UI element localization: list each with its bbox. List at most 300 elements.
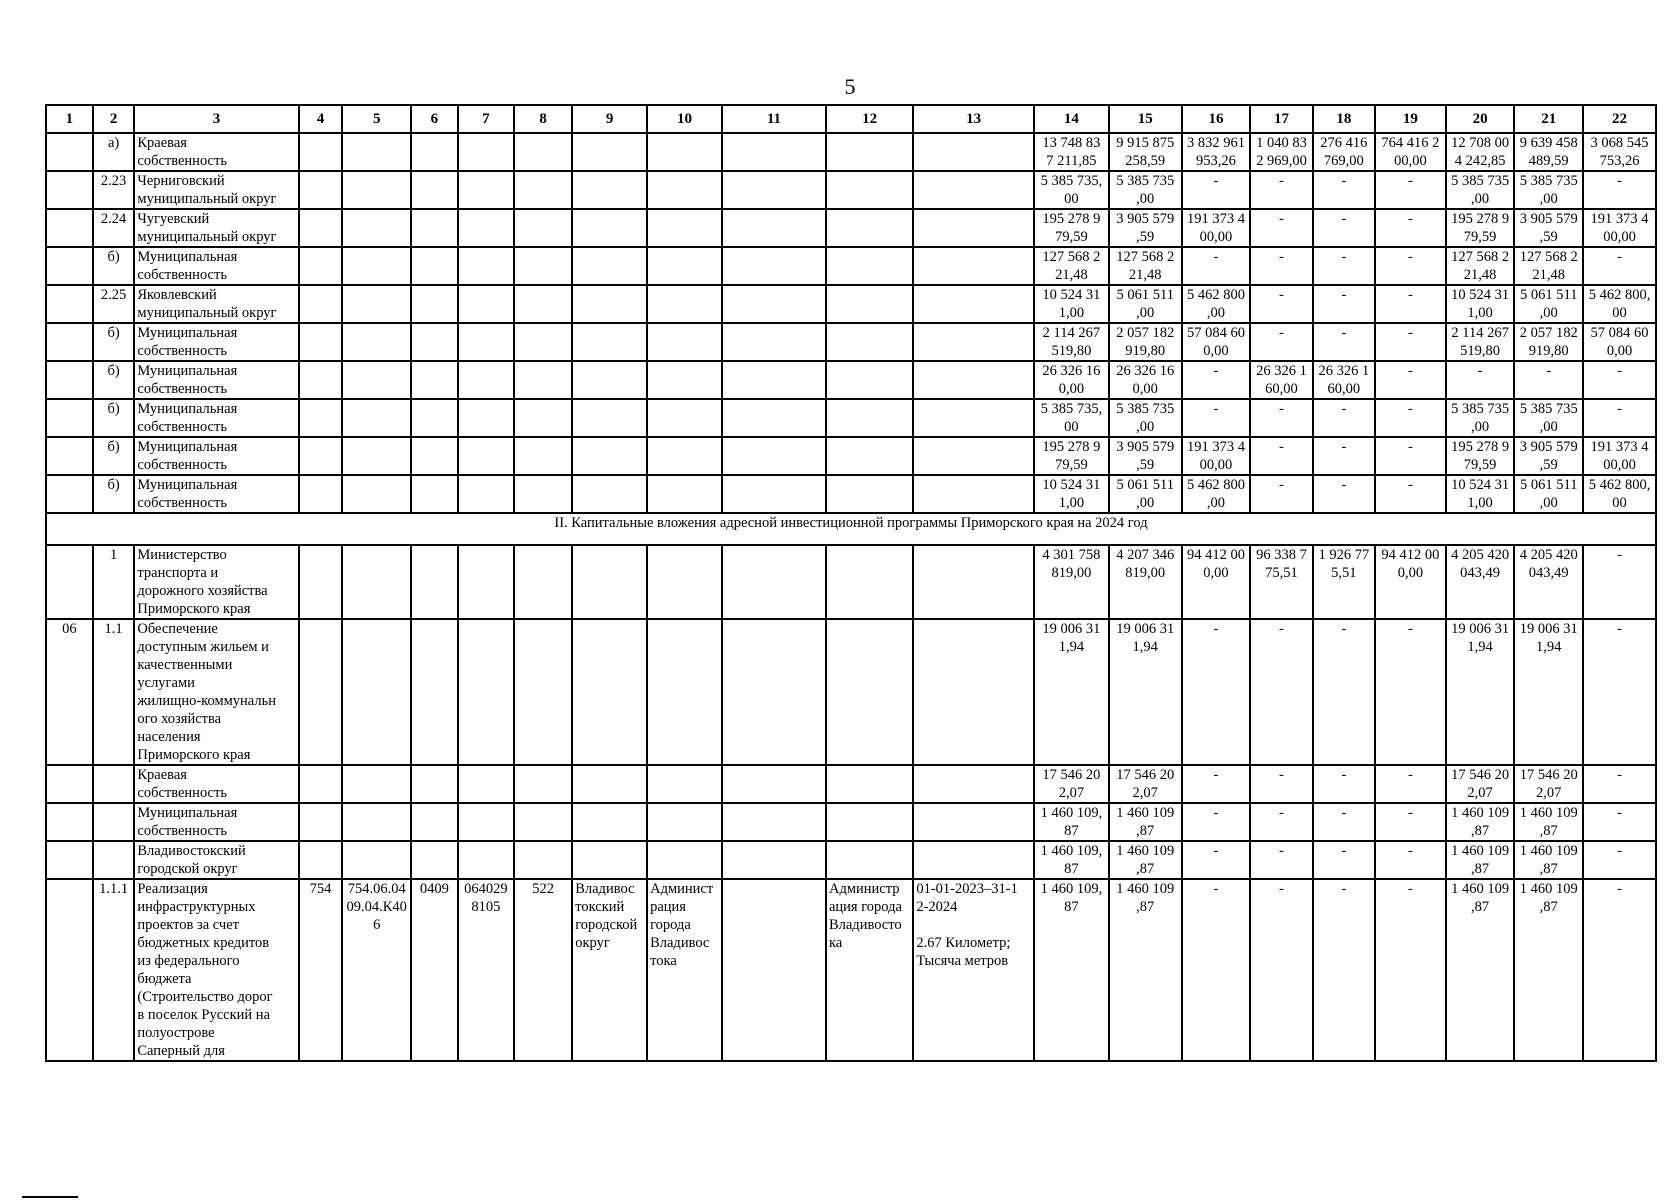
cell-col-10 — [647, 437, 722, 475]
cell-col-1 — [46, 841, 93, 879]
cell-col-1 — [46, 209, 93, 247]
cell-col-13 — [913, 285, 1034, 323]
column-number-17: 17 — [1250, 105, 1312, 133]
cell-col-1 — [46, 475, 93, 513]
cell-col-22: - — [1583, 247, 1656, 285]
column-number-14: 14 — [1034, 105, 1109, 133]
cell-col-21: 4 205 420 043,49 — [1514, 545, 1583, 619]
cell-col-19: - — [1375, 361, 1446, 399]
cell-col-13 — [913, 361, 1034, 399]
cell-col-20: 10 524 31 1,00 — [1446, 475, 1515, 513]
cell-col-8 — [514, 399, 572, 437]
cell-col-9 — [572, 545, 647, 619]
table-row — [46, 285, 1656, 323]
page-number: 5 — [844, 74, 856, 99]
cell-col-21: 1 460 109 ,87 — [1514, 879, 1583, 1061]
cell-col-2: 2.24 — [93, 209, 135, 247]
cell-col-6 — [411, 545, 458, 619]
table-row — [46, 323, 1656, 361]
cell-col-22: 5 462 800, 00 — [1583, 475, 1656, 513]
cell-col-9 — [572, 247, 647, 285]
cell-col-17: - — [1250, 841, 1312, 879]
column-number-1: 1 — [46, 105, 93, 133]
cell-col-2: 1.1.1 — [93, 879, 135, 1061]
cell-col-4 — [299, 803, 343, 841]
cell-col-4 — [299, 399, 343, 437]
cell-col-17: - — [1250, 475, 1312, 513]
cell-col-5 — [342, 545, 411, 619]
cell-col-11 — [722, 323, 826, 361]
cell-col-21: 5 061 511 ,00 — [1514, 475, 1583, 513]
cell-col-14: 1 460 109, 87 — [1034, 879, 1109, 1061]
cell-col-2: б) — [93, 361, 135, 399]
cell-col-15: 19 006 31 1,94 — [1109, 619, 1182, 765]
cell-col-21: 9 639 458 489,59 — [1514, 133, 1583, 171]
cell-col-21: 1 460 109 ,87 — [1514, 841, 1583, 879]
cell-col-19: - — [1375, 765, 1446, 803]
cell-col-18: 1 926 77 5,51 — [1313, 545, 1375, 619]
cell-col-16: 94 412 00 0,00 — [1182, 545, 1251, 619]
cell-col-1 — [46, 803, 93, 841]
cell-col-20: 4 205 420 043,49 — [1446, 545, 1515, 619]
column-number-11: 11 — [722, 105, 826, 133]
cell-col-1 — [46, 247, 93, 285]
column-number-3: 3 — [134, 105, 298, 133]
cell-col-14: 19 006 31 1,94 — [1034, 619, 1109, 765]
cell-col-13 — [913, 399, 1034, 437]
column-number-5: 5 — [342, 105, 411, 133]
cell-col-20: 17 546 20 2,07 — [1446, 765, 1515, 803]
cell-col-18: - — [1313, 803, 1375, 841]
cell-col-22: 191 373 4 00,00 — [1583, 209, 1656, 247]
cell-col-22: - — [1583, 765, 1656, 803]
cell-col-12: Администр ация города Владивосто ка — [826, 879, 913, 1061]
cell-col-11 — [722, 803, 826, 841]
cell-col-21: 2 057 182 919,80 — [1514, 323, 1583, 361]
cell-col-22: - — [1583, 879, 1656, 1061]
cell-col-12 — [826, 803, 913, 841]
cell-col-2: 2.23 — [93, 171, 135, 209]
cell-col-5 — [342, 133, 411, 171]
cell-col-15: 3 905 579 ,59 — [1109, 437, 1182, 475]
cell-col-9 — [572, 133, 647, 171]
cell-col-10 — [647, 619, 722, 765]
column-number-15: 15 — [1109, 105, 1182, 133]
cell-col-7 — [458, 399, 514, 437]
cell-col-18: - — [1313, 619, 1375, 765]
cell-col-11 — [722, 475, 826, 513]
cell-col-4 — [299, 209, 343, 247]
table-row — [46, 475, 1656, 513]
cell-col-12 — [826, 171, 913, 209]
cell-col-21: 17 546 20 2,07 — [1514, 765, 1583, 803]
cell-col-5 — [342, 171, 411, 209]
cell-col-16: - — [1182, 247, 1251, 285]
cell-col-8 — [514, 765, 572, 803]
cell-col-1 — [46, 133, 93, 171]
cell-col-13 — [913, 323, 1034, 361]
cell-col-3: Муниципальная собственность — [134, 361, 298, 399]
cell-col-5 — [342, 619, 411, 765]
cell-col-16: 5 462 800 ,00 — [1182, 475, 1251, 513]
cell-col-22: - — [1583, 171, 1656, 209]
column-number-10: 10 — [647, 105, 722, 133]
cell-col-17: - — [1250, 209, 1312, 247]
cell-col-3: Муниципальная собственность — [134, 803, 298, 841]
cell-col-18: - — [1313, 765, 1375, 803]
cell-col-6 — [411, 765, 458, 803]
column-number-13: 13 — [913, 105, 1034, 133]
cell-col-19: - — [1375, 619, 1446, 765]
cell-col-7 — [458, 209, 514, 247]
cell-col-20: 10 524 31 1,00 — [1446, 285, 1515, 323]
column-number-12: 12 — [826, 105, 913, 133]
cell-col-9 — [572, 619, 647, 765]
cell-col-15: 26 326 16 0,00 — [1109, 361, 1182, 399]
cell-col-22: 3 068 545 753,26 — [1583, 133, 1656, 171]
cell-col-16: 191 373 4 00,00 — [1182, 437, 1251, 475]
cell-col-14: 10 524 31 1,00 — [1034, 475, 1109, 513]
cell-col-1 — [46, 323, 93, 361]
cell-col-22: - — [1583, 545, 1656, 619]
cell-col-10 — [647, 545, 722, 619]
cell-col-7 — [458, 133, 514, 171]
cell-col-18: 26 326 1 60,00 — [1313, 361, 1375, 399]
cell-col-12 — [826, 285, 913, 323]
cell-col-2: 1.1 — [93, 619, 135, 765]
cell-col-7 — [458, 361, 514, 399]
cell-col-6 — [411, 171, 458, 209]
cell-col-1 — [46, 545, 93, 619]
cell-col-13 — [913, 133, 1034, 171]
cell-col-16: - — [1182, 841, 1251, 879]
cell-col-10 — [647, 803, 722, 841]
cell-col-6: 0409 — [411, 879, 458, 1061]
column-number-22: 22 — [1583, 105, 1656, 133]
cell-col-20: 1 460 109 ,87 — [1446, 841, 1515, 879]
cell-col-7 — [458, 619, 514, 765]
cell-col-17: - — [1250, 437, 1312, 475]
cell-col-21: 5 061 511 ,00 — [1514, 285, 1583, 323]
cell-col-8 — [514, 803, 572, 841]
column-number-8: 8 — [514, 105, 572, 133]
cell-col-11 — [722, 171, 826, 209]
cell-col-3: Яковлевский муниципальный округ — [134, 285, 298, 323]
cell-col-13 — [913, 475, 1034, 513]
cell-col-19: - — [1375, 841, 1446, 879]
cell-col-14: 4 301 758 819,00 — [1034, 545, 1109, 619]
cell-col-4: 754 — [299, 879, 343, 1061]
cell-col-22: 57 084 60 0,00 — [1583, 323, 1656, 361]
cell-col-4 — [299, 619, 343, 765]
cell-col-19: - — [1375, 171, 1446, 209]
cell-col-14: 10 524 31 1,00 — [1034, 285, 1109, 323]
cell-col-5 — [342, 475, 411, 513]
cell-col-10 — [647, 765, 722, 803]
cell-col-2: 2.25 — [93, 285, 135, 323]
cell-col-7 — [458, 285, 514, 323]
cell-col-11 — [722, 133, 826, 171]
table-row — [46, 765, 1656, 803]
table-row — [46, 399, 1656, 437]
cell-col-6 — [411, 323, 458, 361]
cell-col-9 — [572, 323, 647, 361]
cell-col-8 — [514, 323, 572, 361]
cell-col-16: - — [1182, 619, 1251, 765]
cell-col-17: - — [1250, 803, 1312, 841]
cell-col-3: Черниговский муниципальный округ — [134, 171, 298, 209]
cell-col-15: 9 915 875 258,59 — [1109, 133, 1182, 171]
cell-col-4 — [299, 285, 343, 323]
cell-col-13 — [913, 545, 1034, 619]
cell-col-20: 2 114 267 519,80 — [1446, 323, 1515, 361]
cell-col-21: 1 460 109 ,87 — [1514, 803, 1583, 841]
cell-col-22: - — [1583, 399, 1656, 437]
cell-col-6 — [411, 841, 458, 879]
cell-col-3: Муниципальная собственность — [134, 475, 298, 513]
cell-col-8 — [514, 437, 572, 475]
cell-col-11 — [722, 361, 826, 399]
cell-col-18: - — [1313, 171, 1375, 209]
cell-col-17: 96 338 7 75,51 — [1250, 545, 1312, 619]
cell-col-15: 5 061 511 ,00 — [1109, 475, 1182, 513]
cell-col-15: 1 460 109 ,87 — [1109, 879, 1182, 1061]
cell-col-9 — [572, 475, 647, 513]
cell-col-4 — [299, 545, 343, 619]
cell-col-9 — [572, 841, 647, 879]
cell-col-7 — [458, 475, 514, 513]
cell-col-10 — [647, 323, 722, 361]
cell-col-20: 195 278 9 79,59 — [1446, 209, 1515, 247]
cell-col-6 — [411, 361, 458, 399]
cell-col-13 — [913, 765, 1034, 803]
cell-col-15: 2 057 182 919,80 — [1109, 323, 1182, 361]
table-row — [46, 247, 1656, 285]
cell-col-22: 5 462 800, 00 — [1583, 285, 1656, 323]
column-number-20: 20 — [1446, 105, 1515, 133]
cell-col-2: 1 — [93, 545, 135, 619]
cell-col-18: 276 416 769,00 — [1313, 133, 1375, 171]
cell-col-18: - — [1313, 475, 1375, 513]
cell-col-8 — [514, 361, 572, 399]
cell-col-18: - — [1313, 437, 1375, 475]
cell-col-20: 19 006 31 1,94 — [1446, 619, 1515, 765]
cell-col-7 — [458, 803, 514, 841]
cell-col-6 — [411, 803, 458, 841]
cell-col-17: 1 040 83 2 969,00 — [1250, 133, 1312, 171]
cell-col-22: - — [1583, 619, 1656, 765]
cell-col-15: 4 207 346 819,00 — [1109, 545, 1182, 619]
cell-col-6 — [411, 437, 458, 475]
cell-col-18: - — [1313, 323, 1375, 361]
cell-col-17: - — [1250, 285, 1312, 323]
cell-col-20: 12 708 00 4 242,85 — [1446, 133, 1515, 171]
cell-col-17: - — [1250, 323, 1312, 361]
cell-col-7 — [458, 323, 514, 361]
cell-col-14: 1 460 109, 87 — [1034, 803, 1109, 841]
cell-col-4 — [299, 841, 343, 879]
cell-col-16: - — [1182, 361, 1251, 399]
table-row — [46, 545, 1656, 619]
cell-col-3: Обеспечение доступным жильем и качественными услугами жилищно-коммунальн ого хозяйства населения Приморского края — [134, 619, 298, 765]
cell-col-5 — [342, 323, 411, 361]
cell-col-9 — [572, 765, 647, 803]
cell-col-10 — [647, 209, 722, 247]
cell-col-3: Муниципальная собственность — [134, 437, 298, 475]
cell-col-12 — [826, 545, 913, 619]
cell-col-4 — [299, 475, 343, 513]
cell-col-14: 17 546 20 2,07 — [1034, 765, 1109, 803]
cell-col-11 — [722, 209, 826, 247]
cell-col-14: 195 278 9 79,59 — [1034, 209, 1109, 247]
cell-col-7 — [458, 841, 514, 879]
cell-col-8 — [514, 545, 572, 619]
cell-col-14: 2 114 267 519,80 — [1034, 323, 1109, 361]
cell-col-9 — [572, 171, 647, 209]
column-number-7: 7 — [458, 105, 514, 133]
cell-col-17: - — [1250, 247, 1312, 285]
cell-col-1 — [46, 879, 93, 1061]
cell-col-20: 127 568 2 21,48 — [1446, 247, 1515, 285]
table-row — [46, 437, 1656, 475]
cell-col-6 — [411, 285, 458, 323]
cell-col-4 — [299, 437, 343, 475]
cell-col-2: б) — [93, 247, 135, 285]
cell-col-6 — [411, 475, 458, 513]
cell-col-12 — [826, 437, 913, 475]
cell-col-12 — [826, 133, 913, 171]
cell-col-6 — [411, 247, 458, 285]
cell-col-19: - — [1375, 879, 1446, 1061]
cell-col-21: 5 385 735 ,00 — [1514, 171, 1583, 209]
cell-col-4 — [299, 171, 343, 209]
cell-col-4 — [299, 133, 343, 171]
cell-col-18: - — [1313, 209, 1375, 247]
cell-col-19: - — [1375, 475, 1446, 513]
footer-rule — [22, 1196, 78, 1198]
cell-col-19: 764 416 2 00,00 — [1375, 133, 1446, 171]
cell-col-9 — [572, 361, 647, 399]
cell-col-10 — [647, 475, 722, 513]
cell-col-20: 5 385 735 ,00 — [1446, 399, 1515, 437]
cell-col-15: 127 568 2 21,48 — [1109, 247, 1182, 285]
cell-col-21: 5 385 735 ,00 — [1514, 399, 1583, 437]
cell-col-16: - — [1182, 171, 1251, 209]
cell-col-16: 5 462 800 ,00 — [1182, 285, 1251, 323]
cell-col-1 — [46, 437, 93, 475]
cell-col-22: - — [1583, 803, 1656, 841]
cell-col-5 — [342, 399, 411, 437]
cell-col-9 — [572, 209, 647, 247]
cell-col-21: 3 905 579 ,59 — [1514, 437, 1583, 475]
cell-col-10 — [647, 133, 722, 171]
cell-col-8 — [514, 133, 572, 171]
cell-col-20: 1 460 109 ,87 — [1446, 803, 1515, 841]
cell-col-3: Краевая собственность — [134, 133, 298, 171]
cell-col-16: - — [1182, 399, 1251, 437]
cell-col-13 — [913, 803, 1034, 841]
cell-col-20: 1 460 109 ,87 — [1446, 879, 1515, 1061]
cell-col-18: - — [1313, 399, 1375, 437]
cell-col-7 — [458, 437, 514, 475]
cell-col-17: 26 326 1 60,00 — [1250, 361, 1312, 399]
cell-col-5 — [342, 437, 411, 475]
cell-col-12 — [826, 765, 913, 803]
cell-col-14: 5 385 735, 00 — [1034, 171, 1109, 209]
cell-col-14: 26 326 16 0,00 — [1034, 361, 1109, 399]
cell-col-14: 127 568 2 21,48 — [1034, 247, 1109, 285]
cell-col-14: 13 748 83 7 211,85 — [1034, 133, 1109, 171]
cell-col-17: - — [1250, 765, 1312, 803]
cell-col-5: 754.06.04 09.04.К40 6 — [342, 879, 411, 1061]
cell-col-15: 5 385 735 ,00 — [1109, 399, 1182, 437]
cell-col-10: Админист рация города Владивос тока — [647, 879, 722, 1061]
cell-col-13 — [913, 437, 1034, 475]
cell-col-16: 191 373 4 00,00 — [1182, 209, 1251, 247]
cell-col-10 — [647, 285, 722, 323]
cell-col-13 — [913, 171, 1034, 209]
column-number-18: 18 — [1313, 105, 1375, 133]
column-number-16: 16 — [1182, 105, 1251, 133]
cell-col-9 — [572, 803, 647, 841]
cell-col-13 — [913, 209, 1034, 247]
cell-col-1: 06 — [46, 619, 93, 765]
column-number-6: 6 — [411, 105, 458, 133]
cell-col-10 — [647, 399, 722, 437]
cell-col-18: - — [1313, 285, 1375, 323]
table-row — [46, 171, 1656, 209]
cell-col-8 — [514, 285, 572, 323]
cell-col-19: - — [1375, 323, 1446, 361]
cell-col-3: Краевая собственность — [134, 765, 298, 803]
cell-col-11 — [722, 545, 826, 619]
cell-col-11 — [722, 399, 826, 437]
cell-col-2 — [93, 803, 135, 841]
cell-col-12 — [826, 323, 913, 361]
cell-col-17: - — [1250, 619, 1312, 765]
cell-col-16: - — [1182, 803, 1251, 841]
cell-col-11 — [722, 841, 826, 879]
cell-col-18: - — [1313, 879, 1375, 1061]
cell-col-7 — [458, 765, 514, 803]
cell-col-10 — [647, 247, 722, 285]
cell-col-19: - — [1375, 209, 1446, 247]
cell-col-21: - — [1514, 361, 1583, 399]
table-row — [46, 133, 1656, 171]
cell-col-8 — [514, 841, 572, 879]
cell-col-4 — [299, 765, 343, 803]
cell-col-14: 5 385 735, 00 — [1034, 399, 1109, 437]
cell-col-12 — [826, 841, 913, 879]
cell-col-21: 19 006 31 1,94 — [1514, 619, 1583, 765]
cell-col-3: Муниципальная собственность — [134, 323, 298, 361]
cell-col-13: 01-01-2023–31-1 2-2024 2.67 Километр; Тысяча метров — [913, 879, 1034, 1061]
cell-col-6 — [411, 399, 458, 437]
column-number-2: 2 — [93, 105, 135, 133]
cell-col-10 — [647, 361, 722, 399]
table-row — [46, 209, 1656, 247]
cell-col-13 — [913, 619, 1034, 765]
cell-col-9 — [572, 285, 647, 323]
cell-col-8: 522 — [514, 879, 572, 1061]
cell-col-2: б) — [93, 399, 135, 437]
cell-col-10 — [647, 841, 722, 879]
cell-col-13 — [913, 247, 1034, 285]
cell-col-5 — [342, 285, 411, 323]
cell-col-7: 064029 8105 — [458, 879, 514, 1061]
cell-col-5 — [342, 765, 411, 803]
cell-col-2: б) — [93, 475, 135, 513]
